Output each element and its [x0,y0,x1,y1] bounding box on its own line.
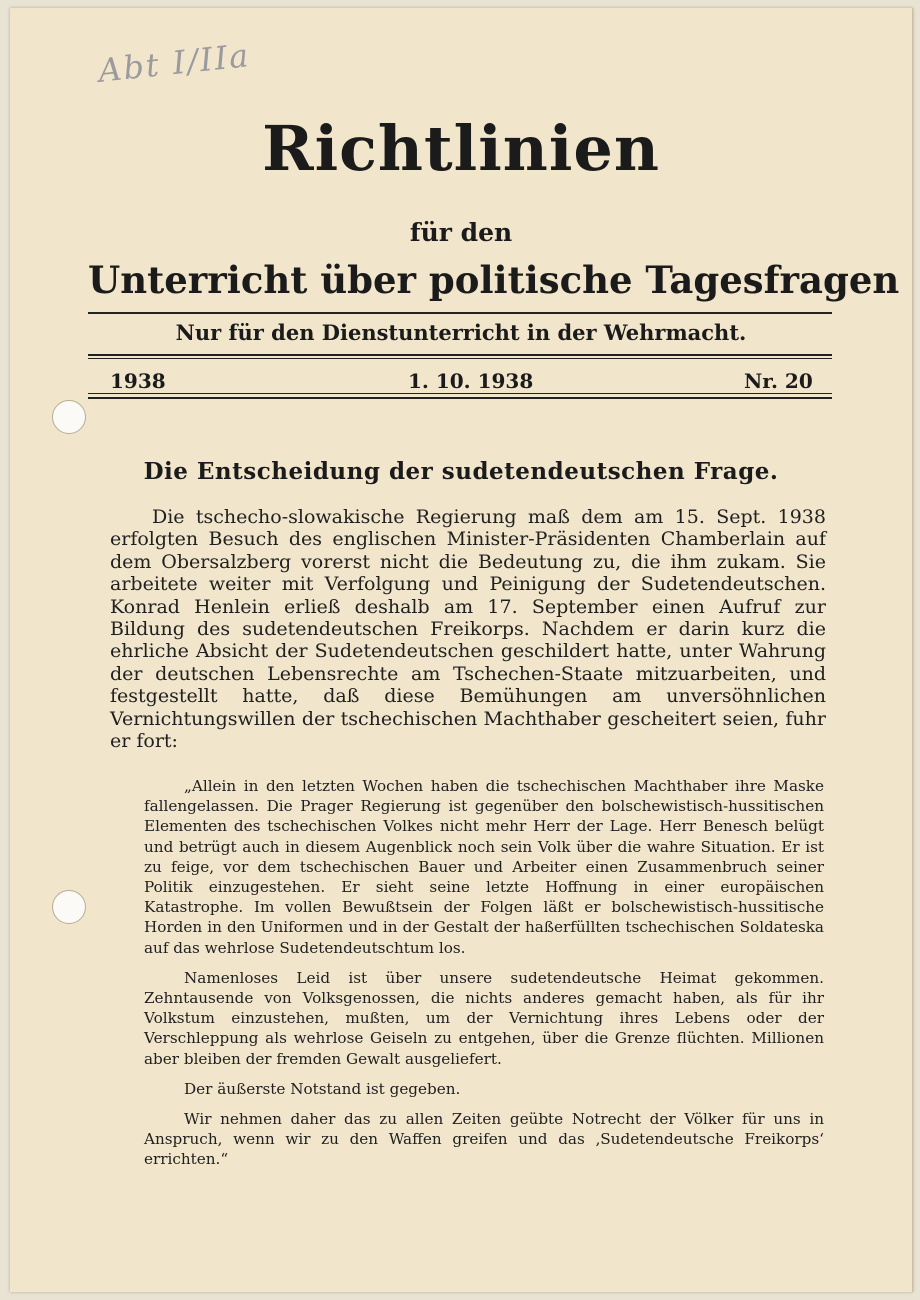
rule-mid-2 [88,358,832,359]
quote-paragraph-1: „Allein in den letzten Wochen haben die tschechischen Machthaber ihre Maske fallengelassen. Die Prager Regierung ist gegenüber den bolschewistisch-hussitischen Elementen des tschechischen Volkes nicht mehr Herr der Lage. Herr Benesch belügt und betrügt auch in diesem Augenblick noch sein Volk über die wahre Situation. Er ist zu feige, vor dem tschechischen Bauer und Arbeiter einen Zusammenbruch seiner Politik einzugestehen. Er sieht seine letzte Hoffnung in einer europäischen Katastrophe. Im vollen Bewußtsein der Folgen läßt er bolschewistisch-hussitische Horden in den Uniformen und in der Gestalt der haßerfüllten tschechischen Soldateska auf das wehrlose Sudetendeutschtum los. [144,777,824,957]
subtitle-small: für den [409,218,513,247]
quote-paragraph-4: Wir nehmen daher das zu allen Zeiten geübte Notrecht der Völker für uns in Anspruch, wenn wir zu den Waffen greifen und das ‚Sudetendeutsche Freikorps‘ errichten.“ [144,1110,824,1169]
rule-bottom-1 [88,393,832,394]
document-title: Richtlinien [262,112,660,185]
article-heading: Die Entscheidung der sudetendeutschen Frage. [143,458,779,485]
rule-top [88,312,832,314]
quote-paragraph-3: Der äußerste Notstand ist gegeben. [184,1079,461,1098]
rule-bottom-2 [88,397,832,399]
quote-block [144,776,824,1180]
document-page [10,8,913,1292]
article-body [110,506,826,752]
issue-year: 1938 [110,369,166,393]
issue-date: 1. 10. 1938 [408,369,534,393]
punch-hole-bottom [52,890,86,924]
subtitle-main: Unterricht über politische Tagesfragen [88,258,900,302]
issue-number: Nr. 20 [744,369,813,393]
quote-paragraph-2: Namenloses Leid ist über unsere sudetendeutsche Heimat gekommen. Zehntausende von Volksgenossen, die nichts anderes gemacht haben, als für ihr Volkstum einzustehen, mußten, um der Vernichtung ihres Lebens oder der Verschleppung als wehrlose Geiseln zu entgehen, über die Grenze flüchten. Millionen aber bleiben der fremden Gewalt ausgeliefert. [144,968,824,1068]
punch-hole-top [52,400,86,434]
rule-mid-1 [88,354,832,356]
restriction-notice: Nur für den Dienstunterricht in der Wehrmacht. [175,320,747,345]
article-paragraph: Die tschecho-slowakische Regierung maß dem am 15. Sept. 1938 erfolgten Besuch des englischen Minister-Präsidenten Chamberlain auf dem Obersalzberg vorerst nicht die Bedeutung zu, die ihm zukam. Sie arbeitete weiter mit Verfolgung und Peinigung der Sudetendeutschen. Konrad Henlein erließ deshalb am 17. September einen Aufruf zur Bildung des sudetendeutschen Freikorps. Nachdem er darin kurz die ehrliche Absicht der Sudetendeutschen geschildert hatte, unter Wahrung der deutschen Lebensrechte am Tschechen-Staate mitzuarbeiten, und festgestellt hatte, daß diese Bemühungen am unversöhnlichen Vernichtungswillen der tschechischen Machthaber gescheitert seien, fuhr er fort: [110,506,826,753]
handwritten-note: Abt I/IIa [96,36,252,90]
